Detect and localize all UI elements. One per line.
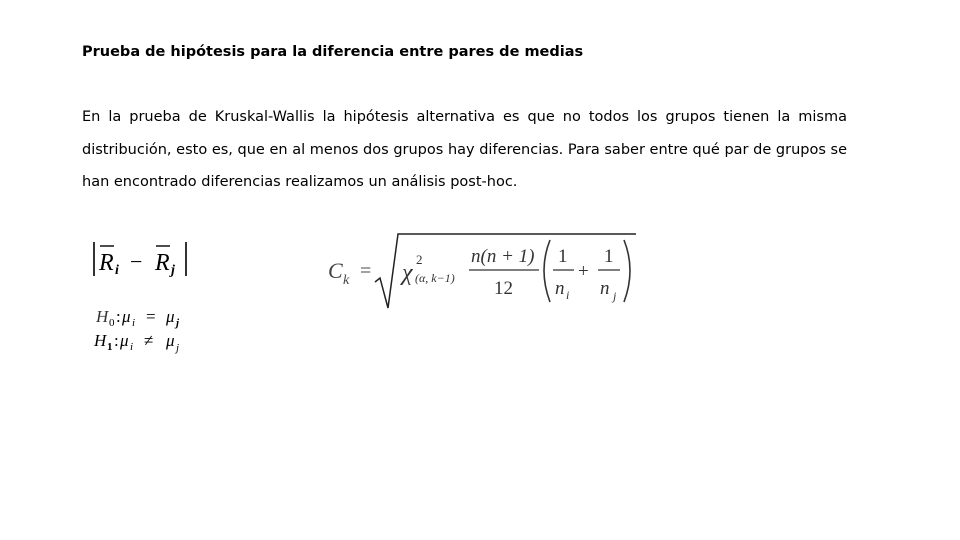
null-hypothesis (95, 307, 180, 329)
h0-mu-i: μ (122, 307, 131, 326)
rank-rj: R (155, 250, 170, 276)
rank-rj-sub: j (171, 263, 175, 278)
h0-sub: 0 (109, 317, 115, 329)
hypotheses-block (92, 302, 202, 360)
ck-sub: k (343, 273, 350, 288)
h1-colon: : (114, 331, 119, 350)
rank-difference-formula (88, 236, 198, 284)
h0-colon: : (116, 307, 121, 326)
h1-mu-j-sub: j (176, 342, 180, 354)
frac3-num: 1 (604, 246, 614, 267)
h0-equals: = (146, 307, 156, 326)
h1-mu-i: μ (120, 331, 129, 350)
paren-right (624, 240, 630, 302)
alternative-hypothesis (93, 331, 179, 354)
slide-title: Prueba de hipótesis para la diferencia entre pares de medias (82, 44, 584, 60)
chi-sub: (α, k−1) (415, 271, 455, 285)
chi-symbol: χ (402, 260, 413, 286)
rank-ri: R (99, 250, 114, 276)
paren-left (544, 240, 550, 302)
h1-not-equal: ≠ (144, 331, 154, 350)
ck-equals: = (360, 260, 372, 282)
ck-c: C (328, 258, 343, 283)
h0-label: H (96, 307, 109, 326)
body-paragraph: En la prueba de Kruskal-Wallis la hipótesis alternativa es que no todos los grupos tienen la misma distribución, esto es, que en al menos dos grupos hay diferencias. Para saber entre qué par de grupos se han encontrado diferencias realizamos un análisis post-hoc. (82, 109, 847, 190)
rank-ri-sub: i (115, 263, 119, 278)
frac1-num: n(n + 1) (471, 246, 535, 267)
h0-mu-j-sub: j (176, 317, 180, 329)
frac2-den-sub: i (566, 288, 570, 302)
frac3-den-sub: j (613, 289, 617, 303)
minus-sign: − (130, 249, 143, 274)
h1-mu-i-sub: i (130, 341, 134, 353)
frac2-den: n (555, 278, 565, 299)
h1-sub: 1 (107, 341, 113, 353)
frac1-den: 12 (494, 278, 513, 299)
frac2-num: 1 (558, 246, 568, 267)
h0-mu-i-sub: i (132, 317, 136, 329)
h1-label: H (94, 331, 107, 350)
frac3-den: n (600, 278, 610, 299)
chi-sup: 2 (416, 252, 423, 267)
h1-mu-j: μ (166, 331, 175, 350)
h0-mu-j: μ (166, 307, 175, 326)
critical-value-formula (322, 228, 642, 314)
plus-sign: + (578, 261, 589, 282)
